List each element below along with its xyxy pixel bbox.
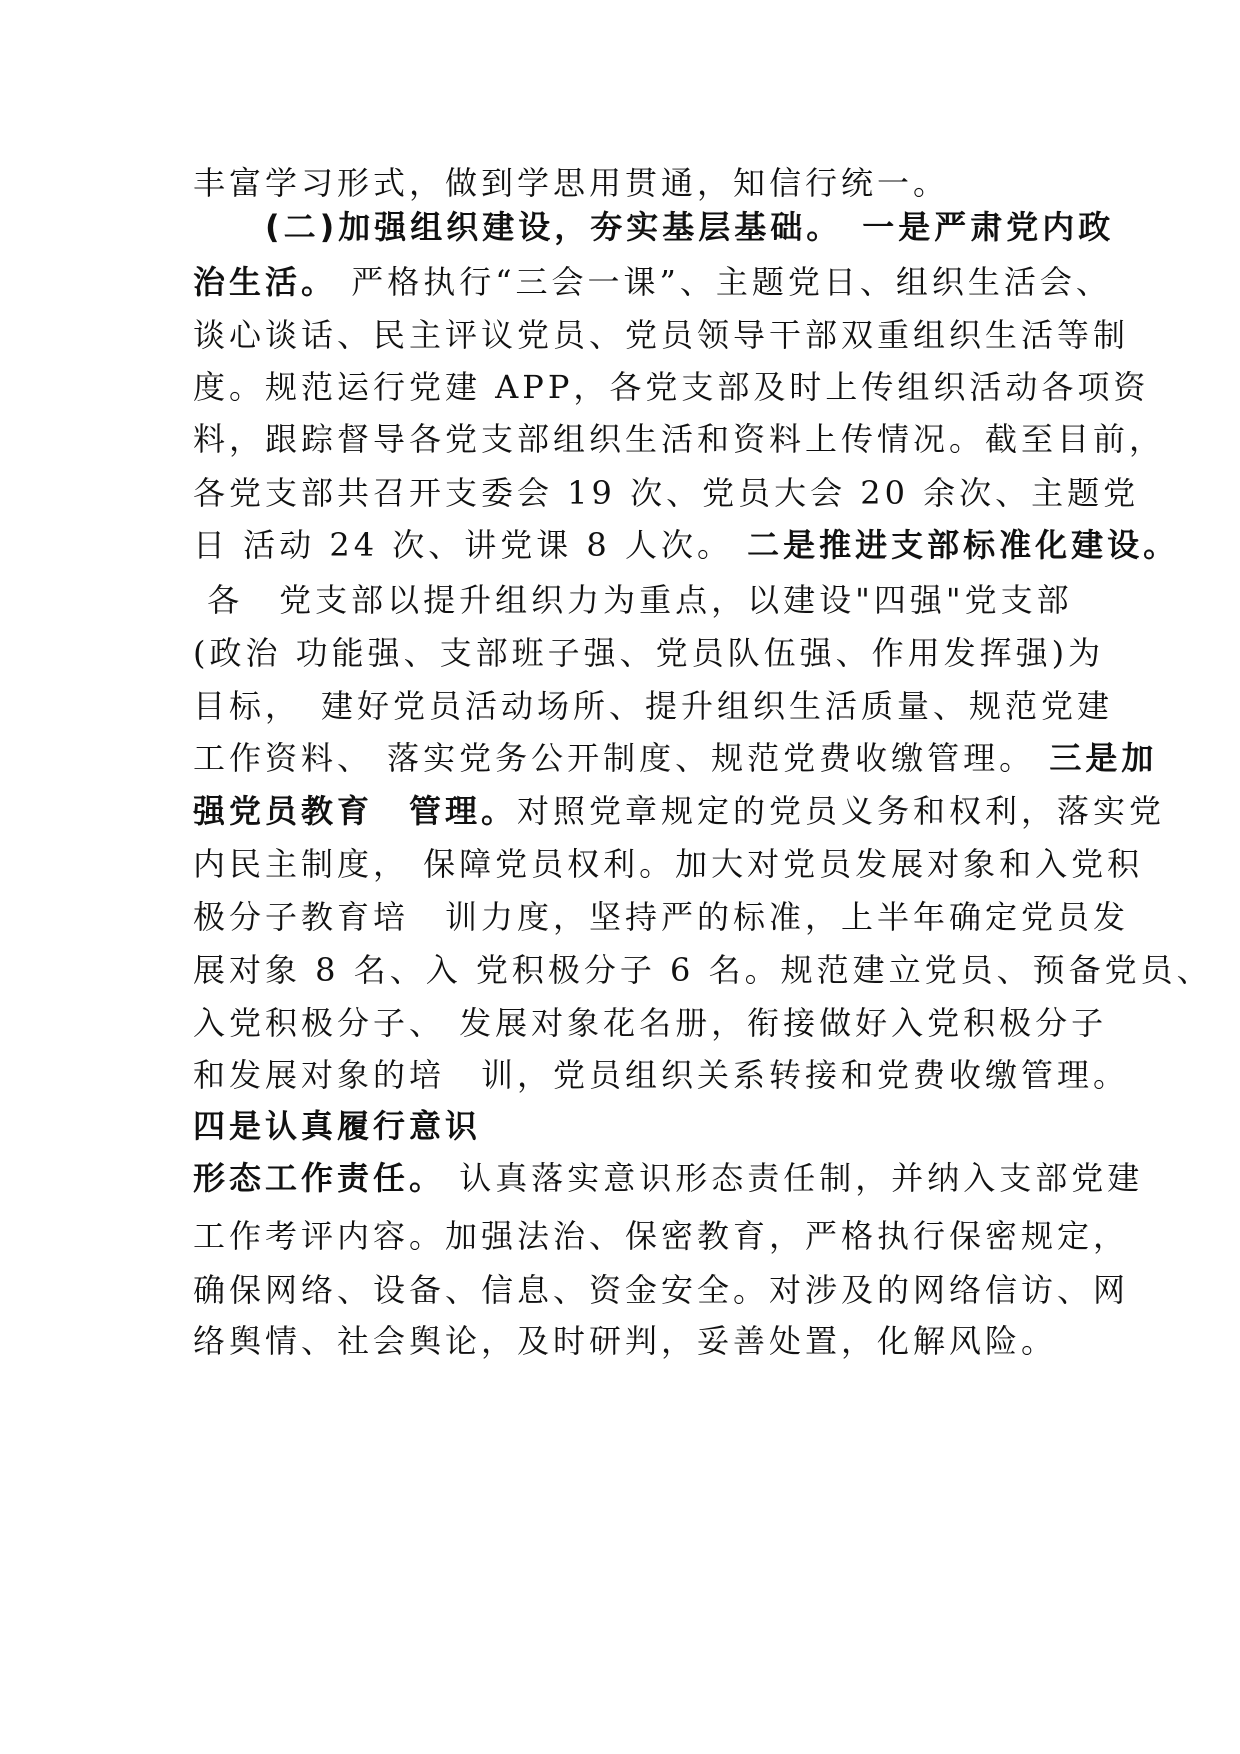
paragraph-line — [193, 367, 1149, 407]
line-text: 料，跟踪督导各党支部组织生活和资料上传情况。截至目前， — [193, 420, 1166, 458]
line-text: 确保网络、设备、信息、资金安全。对涉及的网络信访、网 — [193, 1271, 1130, 1309]
line-text: 日 活动 24 次、讲党课 8 人次。 — [193, 526, 748, 564]
paragraph-line — [193, 525, 1179, 565]
paragraph-line — [193, 791, 1165, 831]
paragraph-line — [193, 419, 1165, 459]
paragraph-line — [193, 633, 1104, 673]
line-text: 和发展对象的培 训，党员组织关系转接和党费收缴管理。 — [193, 1056, 1130, 1094]
paragraph-line — [193, 897, 1129, 937]
paragraph-line — [193, 315, 1129, 355]
bold-phrase: 二是推进支部标准化建设。 — [747, 526, 1180, 564]
paragraph-line — [193, 738, 1157, 778]
line-text: 入党积极分子、 发展对象花名册，衔接做好入党积极分子 — [193, 1004, 1108, 1042]
line-text: 谈心谈话、民主评议党员、党员领导干部双重组织生活等制 — [193, 316, 1130, 354]
paragraph-line — [193, 844, 1143, 884]
paragraph-line — [193, 1003, 1107, 1043]
section-heading: (二)加强组织建设，夯实基层基础。 一是严肃党内政 — [193, 208, 1115, 246]
line-text: (政治 功能强、支部班子强、党员队伍强、作用发挥强)为 — [193, 634, 1105, 672]
bold-phrase: 四是认真履行意识 — [193, 1107, 482, 1145]
paragraph-line — [193, 1106, 481, 1146]
section-heading-line — [193, 207, 1114, 247]
line-text: 络舆情、社会舆论，及时研判，妥善处置，化解风险。 — [193, 1322, 1058, 1360]
line-text: 度。规范运行党建 APP，各党支部及时上传组织活动各项资 — [193, 368, 1150, 406]
line-text: 工作考评内容。加强法治、保密教育，严格执行保密规定， — [193, 1217, 1130, 1255]
line-text: 内民主制度， 保障党员权利。加大对党员发展对象和入党积 — [193, 845, 1144, 883]
bold-phrase: 三是加 — [1049, 739, 1158, 777]
line-text: 展对象 8 名、入 党积极分子 6 名。规范建立党员、预备党员、 — [193, 951, 1213, 989]
paragraph-line — [193, 1321, 1057, 1361]
line-text: 各党支部共召开支委会 19 次、党员大会 20 余次、主题党 — [193, 474, 1140, 512]
line-text: 认真落实意识形态责任制，并纳入支部党建 — [445, 1159, 1144, 1197]
paragraph-line — [193, 1270, 1129, 1310]
line-text: 丰富学习形式，做到学思用贯通，知信行统一。 — [193, 164, 950, 202]
line-text: 各 党支部以提升组织力为重点，以建设"四强"党支部 — [193, 581, 1073, 619]
bold-phrase: 治生活。 — [193, 263, 338, 301]
paragraph-line — [193, 686, 1113, 726]
line-text: 工作资料、 落实党务公开制度、规范党费收缴管理。 — [193, 739, 1050, 777]
line-text: 目标， 建好党员活动场所、提升组织生活质量、规范党建 — [193, 687, 1114, 725]
bold-phrase: 形态工作责任。 — [193, 1159, 446, 1197]
bold-phrase: 强党员教育 管理。 — [193, 792, 518, 830]
paragraph-line — [193, 1158, 1143, 1198]
paragraph-line — [193, 262, 1112, 302]
paragraph-line — [193, 1055, 1129, 1095]
line-text: 极分子教育培 训力度，坚持严的标准，上半年确定党员发 — [193, 898, 1130, 936]
paragraph-line — [193, 950, 1213, 990]
paragraph-line — [193, 580, 1073, 620]
line-text: 对照党章规定的党员义务和权利，落实党 — [517, 792, 1166, 830]
paragraph-line — [193, 473, 1139, 513]
paragraph-line — [193, 163, 949, 203]
paragraph-line — [193, 1216, 1129, 1256]
line-text: 严格执行“三会一课”、主题党日、组织生活会、 — [337, 263, 1112, 301]
